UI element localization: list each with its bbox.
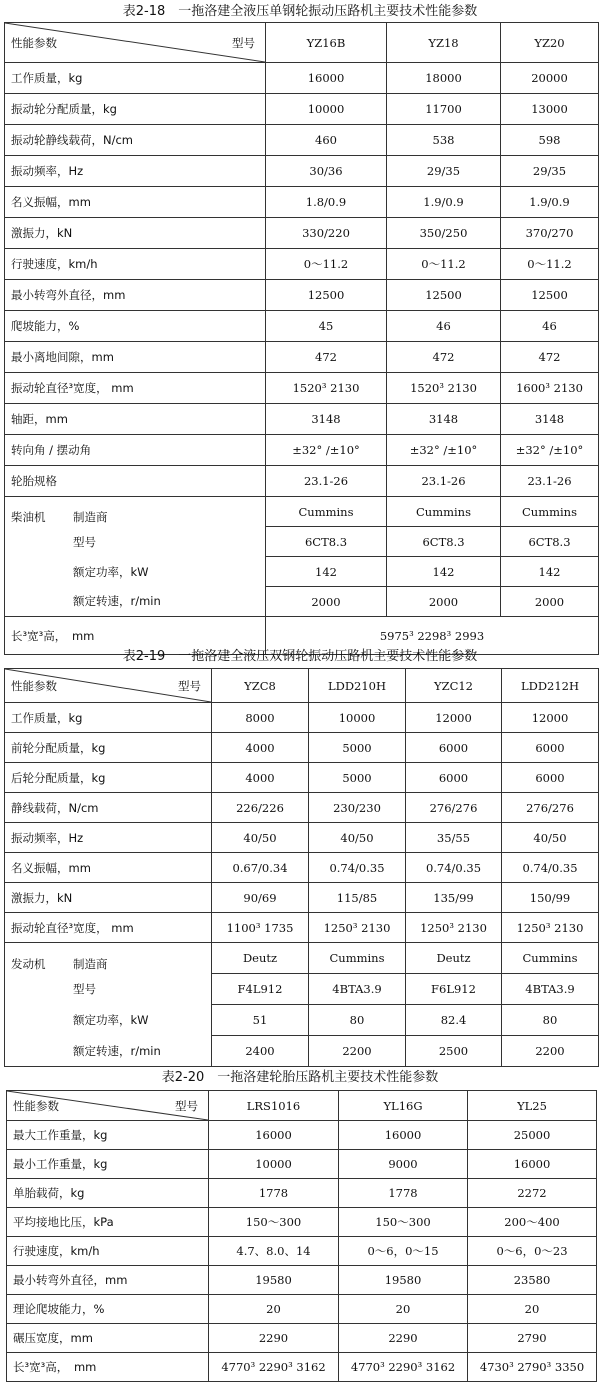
cell-value: 29/35: [387, 156, 501, 187]
cell-value: 0.74/0.35: [406, 853, 502, 883]
cell-value: 51: [212, 1005, 309, 1036]
cell-value: 2200: [502, 1036, 599, 1067]
cell-value: 226/226: [212, 793, 309, 823]
table2: [4, 668, 599, 1067]
table-row: [5, 249, 599, 280]
model-header: YZC12: [406, 669, 502, 703]
cell-value: 6CT8.3: [501, 527, 599, 557]
cell-value: 46: [501, 311, 599, 342]
cell-value: 1520³ 2130: [387, 373, 501, 404]
cell-value: 4BTA3.9: [502, 974, 599, 1005]
cell-value: F6L912: [406, 974, 502, 1005]
row-label: 名义振幅，mm: [5, 853, 212, 883]
engine-row: [5, 1036, 599, 1067]
table-row: [5, 404, 599, 435]
table3-header-corner: [7, 1091, 209, 1121]
cell-value: 150～300: [209, 1208, 339, 1237]
engine-row: [5, 497, 599, 527]
cell-value: 330/220: [266, 218, 387, 249]
engine-sub-label: 额定转速，r/min: [73, 594, 161, 609]
row-label: 长³宽³高， mm: [5, 617, 266, 655]
table-row: [5, 156, 599, 187]
cell-value: 142: [387, 557, 501, 587]
table3-header-row: [7, 1091, 597, 1121]
cell-value: 10000: [266, 94, 387, 125]
model-header: YZC8: [212, 669, 309, 703]
cell-value: 370/270: [501, 218, 599, 249]
cell-value: 472: [387, 342, 501, 373]
table-row: [5, 733, 599, 763]
cell-value: 2000: [387, 587, 501, 617]
table-row: [5, 218, 599, 249]
cell-value: 1250³ 2130: [406, 913, 502, 943]
model-header: LDD210H: [309, 669, 406, 703]
cell-value: 472: [266, 342, 387, 373]
cell-value: 12500: [387, 280, 501, 311]
row-label: 最小转弯外直径，mm: [7, 1266, 209, 1295]
cell-value: 4000: [212, 733, 309, 763]
cell-value: 40/50: [502, 823, 599, 853]
table-row: [5, 373, 599, 404]
cell-value: 40/50: [309, 823, 406, 853]
cell-value: 40/50: [212, 823, 309, 853]
cell-value: Deutz: [212, 943, 309, 974]
model-header: LRS1016: [209, 1091, 339, 1121]
cell-value: 115/85: [309, 883, 406, 913]
table-row: [5, 125, 599, 156]
cell-value: 5000: [309, 733, 406, 763]
row-label: 最小工作重量，kg: [7, 1150, 209, 1179]
cell-value: Cummins: [501, 497, 599, 527]
cell-value: 1100³ 1735: [212, 913, 309, 943]
table-row: [5, 94, 599, 125]
cell-value: 0～11.2: [501, 249, 599, 280]
cell-value: 16000: [339, 1121, 468, 1150]
engine-sub-label: 型号: [73, 534, 96, 549]
table2-header-row: [5, 669, 599, 703]
header-param-label: 性能参数: [11, 678, 57, 693]
row-label: 静线载荷，N/cm: [5, 793, 212, 823]
cell-value: 3148: [387, 404, 501, 435]
table-row: [5, 466, 599, 497]
engine-group-label: 柴油机: [11, 509, 46, 524]
cell-value: 0.74/0.35: [502, 853, 599, 883]
row-label: [5, 943, 212, 974]
table-row: [5, 280, 599, 311]
header-param-label: 性能参数: [11, 35, 57, 50]
header-model-label: 型号: [178, 678, 201, 693]
cell-value: 29/35: [501, 156, 599, 187]
cell-value: Cummins: [502, 943, 599, 974]
engine-sub-label: 额定功率，kW: [73, 564, 149, 579]
cell-value: 2290: [209, 1324, 339, 1353]
cell-value: 45: [266, 311, 387, 342]
cell-value: 6000: [502, 763, 599, 793]
cell-value: 0～6，0～15: [339, 1237, 468, 1266]
cell-value: 16000: [468, 1150, 597, 1179]
cell-value: 538: [387, 125, 501, 156]
cell-value: 10000: [309, 703, 406, 733]
cell-value: 11700: [387, 94, 501, 125]
cell-value: 3148: [266, 404, 387, 435]
row-label: 理论爬坡能力，%: [7, 1295, 209, 1324]
engine-sub-label: 制造商: [73, 956, 108, 971]
model-header: YZ16B: [266, 23, 387, 63]
cell-value: ±32° /±10°: [266, 435, 387, 466]
cell-value: 150～300: [339, 1208, 468, 1237]
engine-row: [5, 943, 599, 974]
engine-row: [5, 557, 599, 587]
table-row: [5, 853, 599, 883]
cell-value: 80: [502, 1005, 599, 1036]
cell-value: 1778: [209, 1179, 339, 1208]
table-row: [5, 823, 599, 853]
cell-value: 12500: [501, 280, 599, 311]
model-header: LDD212H: [502, 669, 599, 703]
model-header: YL16G: [339, 1091, 468, 1121]
engine-row: [5, 1005, 599, 1036]
row-label: 工作质量，kg: [5, 63, 266, 94]
table-row: [7, 1295, 597, 1324]
row-label: 振动频率，Hz: [5, 156, 266, 187]
engine-sub-label: 额定转速，r/min: [73, 1043, 161, 1058]
cell-value: ±32° /±10°: [387, 435, 501, 466]
cell-value: 472: [501, 342, 599, 373]
cell-value: Cummins: [309, 943, 406, 974]
engine-sub-label: 额定功率，kW: [73, 1013, 149, 1027]
cell-value: 4000: [212, 763, 309, 793]
cell-value: 4.7、8.0、14: [209, 1237, 339, 1266]
cell-value: Deutz: [406, 943, 502, 974]
header-param-label: 性能参数: [13, 1098, 59, 1113]
table-row: [5, 793, 599, 823]
cell-value: 10000: [209, 1150, 339, 1179]
row-label: 行驶速度，km/h: [5, 249, 266, 280]
cell-value: 46: [387, 311, 501, 342]
cell-value: 1250³ 2130: [309, 913, 406, 943]
cell-value: 350/250: [387, 218, 501, 249]
cell-value: 5000: [309, 763, 406, 793]
row-label: 前轮分配质量，kg: [5, 733, 212, 763]
model-header: YZ18: [387, 23, 501, 63]
table-row: [5, 311, 599, 342]
cell-value: 0.67/0.34: [212, 853, 309, 883]
cell-value: 35/55: [406, 823, 502, 853]
cell-value: 150/99: [502, 883, 599, 913]
row-label: 平均接地比压，kPa: [7, 1208, 209, 1237]
row-label: 后轮分配质量，kg: [5, 763, 212, 793]
row-label: 最大工作重量，kg: [7, 1121, 209, 1150]
cell-value: 23580: [468, 1266, 597, 1295]
engine-row: [5, 587, 599, 617]
cell-value: 2290: [339, 1324, 468, 1353]
cell-value: 598: [501, 125, 599, 156]
model-header: YL25: [468, 1091, 597, 1121]
table-row: [5, 763, 599, 793]
row-label: 激振力，kN: [5, 883, 212, 913]
row-label: [5, 497, 266, 527]
table1: [4, 22, 599, 655]
cell-value: F4L912: [212, 974, 309, 1005]
row-label: 激振力，kN: [5, 218, 266, 249]
cell-value: 19580: [209, 1266, 339, 1295]
engine-row: [5, 527, 599, 557]
cell-value: 20: [468, 1295, 597, 1324]
cell-value: 30/36: [266, 156, 387, 187]
row-label: 振动频率，Hz: [5, 823, 212, 853]
table-row: [7, 1179, 597, 1208]
cell-value: 1.8/0.9: [266, 187, 387, 218]
table-row: [5, 913, 599, 943]
cell-value: 1.9/0.9: [387, 187, 501, 218]
table3: [6, 1090, 597, 1382]
cell-value: 276/276: [502, 793, 599, 823]
table1-header-row: [5, 23, 599, 63]
cell-value: 20000: [501, 63, 599, 94]
cell-value: 142: [266, 557, 387, 587]
cell-value: 2000: [266, 587, 387, 617]
row-label: 轮胎规格: [5, 466, 266, 497]
cell-value: 230/230: [309, 793, 406, 823]
cell-value: 9000: [339, 1150, 468, 1179]
table-row: [5, 435, 599, 466]
row-label: [5, 974, 212, 1005]
engine-sub-label: 型号: [73, 982, 96, 996]
model-header: YZ20: [501, 23, 599, 63]
table1-header-corner: [5, 23, 266, 63]
row-label: 长³宽³高， mm: [7, 1353, 209, 1382]
table3-caption: 表2-20 一拖洛建轮胎压路机主要技术性能参数: [161, 1070, 439, 1085]
cell-value: 142: [501, 557, 599, 587]
cell-value: 6CT8.3: [266, 527, 387, 557]
table-row: [7, 1121, 597, 1150]
cell-value: 20: [339, 1295, 468, 1324]
table-row: [5, 63, 599, 94]
table2-header-corner: [5, 669, 212, 703]
table2-caption: 表2-19 一拖洛建全液压双钢轮振动压路机主要技术性能参数: [122, 649, 478, 664]
row-label: 行驶速度，km/h: [7, 1237, 209, 1266]
table-row: [7, 1150, 597, 1179]
row-label: 工作质量，kg: [5, 703, 212, 733]
cell-value: 18000: [387, 63, 501, 94]
cell-value: 2272: [468, 1179, 597, 1208]
cell-value: 16000: [266, 63, 387, 94]
cell-value: 1520³ 2130: [266, 373, 387, 404]
cell-value: 0～6，0～23: [468, 1237, 597, 1266]
row-label: 振动轮分配质量，kg: [5, 94, 266, 125]
row-label: 爬坡能力，%: [5, 311, 266, 342]
cell-value: 4BTA3.9: [309, 974, 406, 1005]
row-label: 最小转弯外直径，mm: [5, 280, 266, 311]
row-label: 碾压宽度，mm: [7, 1324, 209, 1353]
header-model-label: 型号: [175, 1098, 198, 1113]
table-row: [5, 187, 599, 218]
cell-value: 25000: [468, 1121, 597, 1150]
cell-value: 6CT8.3: [387, 527, 501, 557]
cell-value: 16000: [209, 1121, 339, 1150]
table-row: [5, 342, 599, 373]
table-row: [7, 1266, 597, 1295]
table-row: [5, 703, 599, 733]
cell-value: 200～400: [468, 1208, 597, 1237]
cell-value: 8000: [212, 703, 309, 733]
row-label: [5, 587, 266, 617]
cell-value: 5975³ 2298³ 2993: [266, 617, 599, 655]
cell-value: 82.4: [406, 1005, 502, 1036]
cell-value: 4770³ 2290³ 3162: [209, 1353, 339, 1382]
cell-value: 460: [266, 125, 387, 156]
row-label: 振动轮直径³宽度， mm: [5, 913, 212, 943]
cell-value: 1.9/0.9: [501, 187, 599, 218]
cell-value: 0～11.2: [266, 249, 387, 280]
cell-value: 4770³ 2290³ 3162: [339, 1353, 468, 1382]
cell-value: Cummins: [266, 497, 387, 527]
row-label: 单胎载荷，kg: [7, 1179, 209, 1208]
row-label: 振动轮静线载荷，N/cm: [5, 125, 266, 156]
cell-value: 2200: [309, 1036, 406, 1067]
cell-value: 0.74/0.35: [309, 853, 406, 883]
row-label: 名义振幅，mm: [5, 187, 266, 218]
cell-value: 12500: [266, 280, 387, 311]
cell-value: 3148: [501, 404, 599, 435]
cell-value: 135/99: [406, 883, 502, 913]
table-row: [7, 1237, 597, 1266]
cell-value: 13000: [501, 94, 599, 125]
row-label: 转向角 / 摆动角: [5, 435, 266, 466]
cell-value: 2000: [501, 587, 599, 617]
cell-value: 19580: [339, 1266, 468, 1295]
row-label: [5, 557, 266, 587]
row-label: 轴距，mm: [5, 404, 266, 435]
cell-value: Cummins: [387, 497, 501, 527]
cell-value: 2790: [468, 1324, 597, 1353]
cell-value: 2500: [406, 1036, 502, 1067]
cell-value: 1600³ 2130: [501, 373, 599, 404]
engine-row: [5, 974, 599, 1005]
cell-value: 12000: [502, 703, 599, 733]
table-row: [7, 1208, 597, 1237]
row-label: 振动轮直径³宽度， mm: [5, 373, 266, 404]
cell-value: 23.1-26: [501, 466, 599, 497]
cell-value: 6000: [502, 733, 599, 763]
cell-value: 20: [209, 1295, 339, 1324]
cell-value: 1778: [339, 1179, 468, 1208]
cell-value: 0～11.2: [387, 249, 501, 280]
cell-value: 80: [309, 1005, 406, 1036]
row-label: [5, 527, 266, 557]
cell-value: 6000: [406, 763, 502, 793]
header-model-label: 型号: [232, 35, 255, 50]
engine-group-label: 发动机: [11, 956, 46, 971]
table-row: [5, 883, 599, 913]
table-row: [7, 1324, 597, 1353]
table-row: [7, 1353, 597, 1382]
cell-value: 4730³ 2790³ 3350: [468, 1353, 597, 1382]
engine-sub-label: 制造商: [73, 509, 108, 524]
cell-value: 12000: [406, 703, 502, 733]
cell-value: 2400: [212, 1036, 309, 1067]
row-label: [5, 1036, 212, 1067]
cell-value: 1250³ 2130: [502, 913, 599, 943]
cell-value: 23.1-26: [266, 466, 387, 497]
cell-value: 90/69: [212, 883, 309, 913]
cell-value: 6000: [406, 733, 502, 763]
cell-value: 23.1-26: [387, 466, 501, 497]
cell-value: ±32° /±10°: [501, 435, 599, 466]
table1-caption: 表2-18 一拖洛建全液压单钢轮振动压路机主要技术性能参数: [122, 4, 478, 19]
cell-value: 276/276: [406, 793, 502, 823]
row-label: [5, 1005, 212, 1036]
row-label: 最小离地间隙，mm: [5, 342, 266, 373]
